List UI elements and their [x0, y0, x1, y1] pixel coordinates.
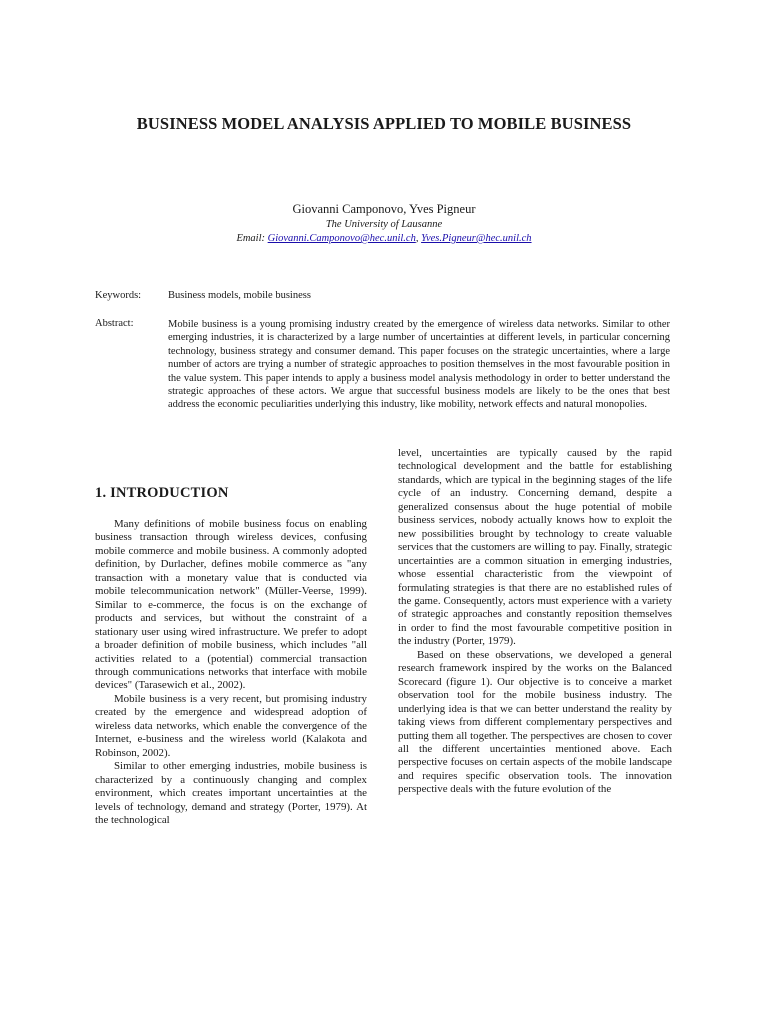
keywords-label: Keywords:: [95, 290, 142, 301]
paragraph: Mobile business is a very recent, but promising industry created by the emergence and widespread adoption of wireless data networks, which enable the convergence of the Internet, e-business and the wireless world (Kalakota and Robinson, 2002).: [95, 692, 367, 759]
email-line: [84, 233, 684, 244]
email-link-pigneur[interactable]: Yves.Pigneur@hec.unil.ch: [421, 233, 532, 244]
authors: Giovanni Camponovo, Yves Pigneur: [292, 202, 476, 216]
email-separator: ,: [415, 233, 422, 244]
left-column: [95, 518, 367, 827]
email-prefix: Email:: [236, 233, 268, 244]
abstract-text: Mobile business is a young promising industry created by the emergence of wireless data networks. Similar to other emerging industries, it is characterized by a large number of uncertainties at different levels, in particular concerning technology, business strategy and consumer demand. This paper focuses on the strategic uncertainties, where a large number of actors are trying a number of strategic approaches to position themselves in the most favourable position in the value system. This paper intends to apply a business model analysis methodology in order to better understand the strategic approaches of these actors. We argue that successful business models are likely to be the ones that best address the economic peculiarities underlying this industry, like mobility, network effects and natural monopolies.: [168, 319, 670, 411]
paragraph: Many definitions of mobile business focus on enabling business transaction through wireless devices, confusing mobile commerce and mobile business. A commonly adopted definition, by Durlacher, defines mobile commerce as "any transaction with a monetary value that is conducted via mobile telecommunication network" (Müller-Veerse, 1999). Similar to e-commerce, the focus is on the exchange of products and services, but without the constraint of a stationary user using wired infrastructure. We prefer to adopt a broader definition of mobile business, which includes "all activities related to a (potential) commercial transaction through communications networks that interface with mobile devices" (Tarasewich et al., 2002).: [95, 518, 367, 692]
keywords-text: Business models, mobile business: [168, 290, 311, 301]
section-heading-introduction: 1. INTRODUCTION: [95, 485, 229, 501]
paragraph: Similar to other emerging industries, mobile business is characterized by a continuously changing and complex environment, which creates important uncertainties at the levels of technology, demand and strategy (Porter, 1979). At the technological: [95, 760, 367, 826]
right-column: [398, 447, 672, 797]
abstract-label: Abstract:: [95, 318, 134, 329]
paper-title: BUSINESS MODEL ANALYSIS APPLIED TO MOBILE BUSINESS: [136, 114, 632, 133]
paragraph: Based on these observations, we developed a general research framework inspired by the works on the Balanced Scorecard (figure 1). Our objective is to conceive a market observation tool for the mobile business industry. The underlying idea is that we can better understand the reality by taking views from different complementary perspectives and putting them all together. The perspectives are chosen to cover all the different uncertainties mentioned above. Each perspective focuses on certain aspects of the mobile landscape and requires specific observation tools. The innovation perspective deals with the future evolution of the: [398, 648, 672, 796]
affiliation: The University of Lausanne: [325, 219, 443, 230]
email-link-camponovo[interactable]: Giovanni.Camponovo@hec.unil.ch: [267, 233, 416, 244]
paragraph: level, uncertainties are typically caused by the rapid technological development and the battle for establishing standards, which are typical in the beginning stages of the life cycle of an industry. Concerning demand, despite a generalized consensus about the huge potential of mobile business services, nobody actually knows how to exploit the new possibilities brought by technology to create valuable services that the customers are willing to pay. Finally, strategic uncertainties are a common situation in emerging industries, whose essential characteristic from the viewpoint of formulating strategies is that there are no established rules of the game. Consequently, actors must experience with a variety of strategic approaches and constantly reposition themselves in order to find the most favourable competitive position in the industry (Porter, 1979).: [398, 447, 672, 648]
